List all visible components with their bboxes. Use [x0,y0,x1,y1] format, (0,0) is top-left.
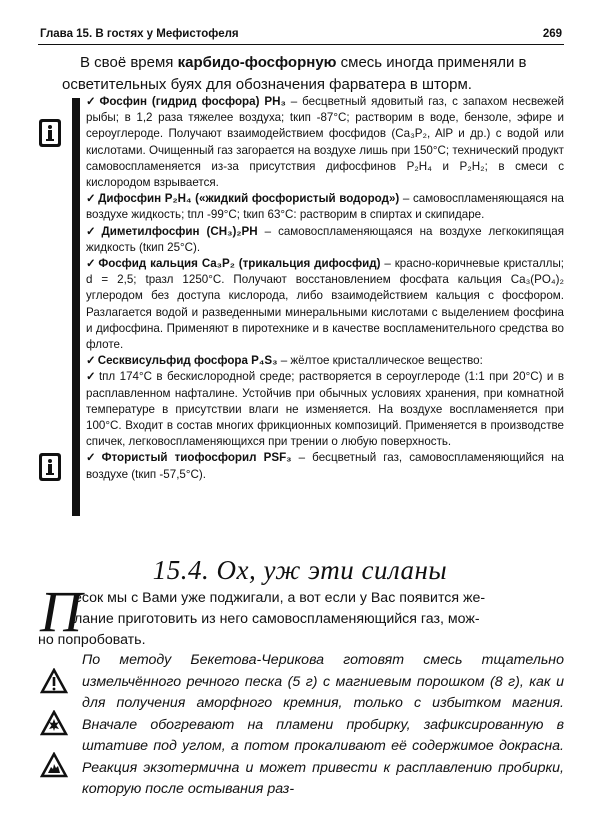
method-paragraph: По методу Бекетова-Черикова готовят смесь тщательно измельчённого речного песка (5 г) с магниевым порошком (8 г), как и для получения аморфного кремния, только с избытком магния. Вначале обогревают на пламени пробирку, зафиксированную в штативе под углом, а потом прокаливают её содержимое докрасна. Реакция экзотермична и может привести к расплавлению пробирки, которую после остывания раз- [82,652,564,797]
definition-item: ✓ tпл 174°С в бескислородной среде; растворяется в сероуглероде (1:1 при 20°С) и в расплавленном нафталине. Устойчив при обычных условиях хранения, при комнатной температуре в присутствии влаги не изменяется. На воздухе воспламеняется при 100°С. Входит в состав многих фрикционных композиций. Применяется в производстве спичек, легковоспламеняющихся при трении о любую поверхность. [86,370,564,449]
hand-burn-hazard-icon [40,752,68,778]
lead-line-1: есок мы с Вами уже поджигали, а вот если у Вас появится же- [74,590,486,606]
intro-after: смесь иногда применяли в осветительных буях для обозначения фарватера в шторм. [62,54,527,93]
definition-item: ✓ Фосфид кальция Ca₃P₂ (трикальция дифосфид) – красно-коричневые кристаллы; d = 2,5; tразл 1250°С. Получают восстановлением фосфата кальция Ca₃(PO₄)₂ углеродом без доступа кислорода, либо взаимодействием кальция с фосфором. Разлагается водой и разведенными минеральными кислотами с выделением фосфина и дифосфина. Применяют в пиротехнике и в качестве воспламенительного средства во флоте. [86,257,564,352]
definition-item: ✓ Фтористый тиофосфорил PSF₃ – бесцветный газ, самовоспламеняющийся на воздухе (tкип -57,5°С). [86,451,564,481]
definition-item: ✓ Фосфин (гидрид фосфора) PH₃ – бесцветный ядовитый газ, с запахом несвежей рыбы; в 1,2 раза тяжелее воздуха; tкип -87°С; растворим в воде, бензоле, эфире и сероуглероде. Получают взаимодействием фосфидов (Ca₃P₂, AlP и др.) с водой или кислотами. Очищенный газ загорается на воздухе лишь при 150°С; технический продукт самовоспламеняется из-за присутствия дифосфинов P₂H₄ и P₂H₂; в смеси с кислородом взрывается. [86,95,564,190]
lead-line-2: лание приготовить из него самовоспламеняющийся газ, мож- [74,611,480,627]
page-number: 269 [542,28,562,40]
intro-before: В своё время [80,54,178,71]
intro-paragraph [62,52,564,96]
definitions-list [86,94,564,483]
lead-paragraph [38,588,564,651]
sidebar-rule-2 [72,400,80,516]
chapter-title: Глава 15. В гостях у Мефистофеля [40,28,239,40]
running-header [38,28,564,45]
intro-bold-term: карбидо-фосфорную [177,54,337,71]
info-icon [38,452,62,482]
definition-item: ✓ Диметилфосфин (CH₃)₂PH – самовоспламеняющаяся на воздухе легкокипящая жидкость (tкип 25°С). [86,224,564,254]
lead-line-3: но попробовать. [38,632,146,648]
info-icon [38,118,62,148]
definition-item: ✓ Сесквисульфид фосфора P₄S₃ – жёлтое кристаллическое вещество: [86,354,483,368]
section-heading: 15.4. Ох, уж эти силаны [152,555,448,585]
drop-cap: П [40,579,82,644]
warning-triangle-icon [40,668,68,694]
definition-item: ✓ Дифосфин P₂H₄ («жидкий фосфористый водород») – самовоспламеняющаяся на воздухе жидкость; tпл -99°С; tкип 63°С: растворим в спиртах и скипидаре. [86,192,564,222]
explosion-hazard-icon [40,710,68,736]
